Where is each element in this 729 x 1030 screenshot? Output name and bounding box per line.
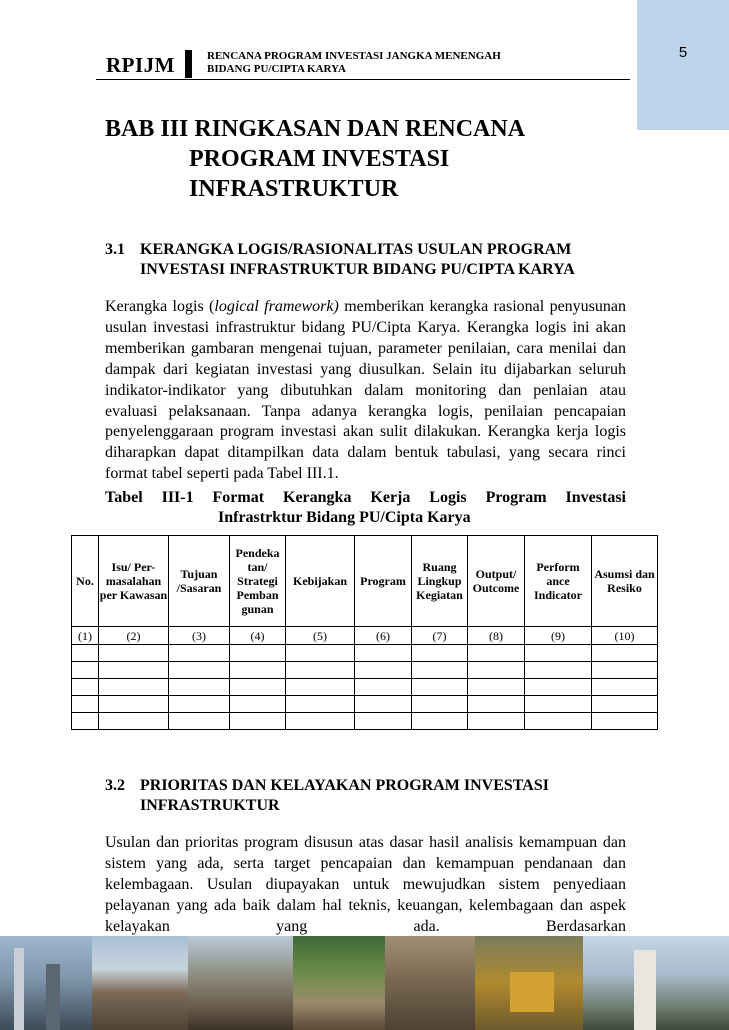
waste-site-photo xyxy=(385,936,475,1030)
header-cell-assumption: Asumsi dan Resiko xyxy=(592,536,658,627)
table-empty-cell xyxy=(468,713,525,730)
minaret-shape xyxy=(634,950,656,1030)
index-cell: (5) xyxy=(286,627,355,645)
table-empty-cell xyxy=(99,662,169,679)
header-rule xyxy=(96,79,630,80)
table-empty-cell xyxy=(99,645,169,662)
table-empty-cell xyxy=(468,645,525,662)
tower-building-shape xyxy=(46,964,60,1030)
table-empty-cell xyxy=(355,662,412,679)
table-empty-cell xyxy=(230,713,286,730)
section-3-2-paragraph: Usulan dan prioritas program disusun atas dasar hasil analisis kemampuan dan sistem yang ada, serta target pencapaian dan kemampuan pendanaan dan kelembagaan. Usulan diupayakan untuk mewujudkan sistem penyediaan pelayanan yang ada baik dalam hal teknis, keuangan, kelembagaan dan aspek kelayakan yang ada. Berdasarkan xyxy=(105,834,626,935)
table-empty-cell xyxy=(99,696,169,713)
logframe-table xyxy=(71,535,658,730)
table-empty-rows xyxy=(72,645,658,730)
table-empty-cell xyxy=(230,679,286,696)
table-empty-cell xyxy=(286,696,355,713)
page-number: 5 xyxy=(678,44,688,61)
header-cell-indicator: Perform ance Indicator xyxy=(525,536,592,627)
table-empty-cell xyxy=(355,645,412,662)
index-cell: (1) xyxy=(72,627,99,645)
header-cell-no: No. xyxy=(72,536,99,627)
footer-photo-strip xyxy=(0,936,729,1030)
header-divider-bar xyxy=(185,50,192,78)
header-cell-program: Program xyxy=(355,536,412,627)
table-empty-cell xyxy=(99,679,169,696)
table-empty-cell xyxy=(72,662,99,679)
table-empty-cell xyxy=(412,696,468,713)
mosque-tower-photo xyxy=(583,936,729,1030)
tower-building-shape xyxy=(14,948,24,1030)
table-empty-cell xyxy=(525,645,592,662)
housing-rooftops-photo xyxy=(92,936,188,1030)
table-caption xyxy=(105,488,626,528)
table-empty-cell xyxy=(412,713,468,730)
table-empty-cell xyxy=(230,662,286,679)
table-empty-cell xyxy=(525,713,592,730)
chapter-title-line2: PROGRAM INVESTASI xyxy=(189,146,450,172)
table-empty-cell xyxy=(525,679,592,696)
chapter-title-line3: INFRASTRUKTUR xyxy=(189,176,399,202)
header-subtitle-line1: RENCANA PROGRAM INVESTASI JANGKA MENENGAH xyxy=(207,50,501,62)
table-empty-cell xyxy=(592,679,658,696)
paragraph-text-rest: memberikan kerangka rasional penyusunan usulan investasi infrastruktur bidang PU/Cipta Karya. Kerangka logis ini akan memberikan gambaran mengenai tujuan, parameter penilaian, cara menilai dan dampak dari kegiatan investasi yang diusulkan. Selain itu dijabarkan seluruh indikator-indikator yang dibutuhkan dalam monitoring dan penlaian atau evaluasi pelaksanaan. Tanpa adanya kerangka logis, penilaian pencapaian penyelenggaraan program investasi akan sulit dilakukan. Kerangka kerja logis diharapkan dapat ditampilkan data dalam bentuk tabulasi, yang secara rinci format tabel seperti pada Tabel III.1. xyxy=(105,298,626,483)
paragraph-text-start: Kerangka logis ( xyxy=(105,298,215,315)
table-empty-cell xyxy=(169,645,230,662)
section-3-1-paragraph xyxy=(105,297,626,485)
section-title-line2: INVESTASI INFRASTRUKTUR BIDANG PU/CIPTA KARYA xyxy=(140,261,575,278)
paragraph-italic-term: logical framework) xyxy=(214,298,339,315)
village-street-photo xyxy=(188,936,293,1030)
index-cell: (7) xyxy=(412,627,468,645)
table-empty-cell xyxy=(286,679,355,696)
section-heading-3-1 xyxy=(105,240,635,280)
header-cell-policy: Kebijakan xyxy=(286,536,355,627)
table-empty-cell xyxy=(592,713,658,730)
table-empty-cell xyxy=(412,662,468,679)
section-title-line1: PRIORITAS DAN KELAYAKAN PROGRAM INVESTASI xyxy=(140,777,549,794)
header-cell-objective: Tujuan /Sasaran xyxy=(169,536,230,627)
header-brand: RPIJM xyxy=(106,53,175,77)
page-number-tab xyxy=(637,0,729,130)
table-empty-cell xyxy=(468,696,525,713)
table-empty-row xyxy=(72,645,658,662)
table-empty-cell xyxy=(525,696,592,713)
table-empty-cell xyxy=(72,645,99,662)
chapter-title xyxy=(105,114,625,204)
index-cell: (10) xyxy=(592,627,658,645)
section-heading-3-2 xyxy=(105,776,635,816)
chapter-title-line1: BAB III RINGKASAN DAN RENCANA xyxy=(105,116,526,142)
header-cell-scope: Ruang Lingkup Kegiatan xyxy=(412,536,468,627)
table-empty-cell xyxy=(468,679,525,696)
table-empty-cell xyxy=(169,679,230,696)
table-empty-cell xyxy=(592,662,658,679)
header-subtitle-line2: BIDANG PU/CIPTA KARYA xyxy=(207,63,346,75)
table-index-row xyxy=(72,627,658,645)
table-empty-row xyxy=(72,713,658,730)
table-empty-cell xyxy=(412,679,468,696)
table-empty-cell xyxy=(355,713,412,730)
table-empty-cell xyxy=(72,713,99,730)
index-cell: (6) xyxy=(355,627,412,645)
table-empty-cell xyxy=(355,679,412,696)
table-caption-line2: Infrastrktur Bidang PU/Cipta Karya xyxy=(218,509,471,526)
table-empty-cell xyxy=(286,662,355,679)
header-cell-strategy: Pendeka tan/ Strategi Pemban gunan xyxy=(230,536,286,627)
table-empty-cell xyxy=(286,713,355,730)
yellow-truck-shape xyxy=(510,972,554,1012)
header-cell-output: Output/ Outcome xyxy=(468,536,525,627)
section-number: 3.1 xyxy=(105,241,125,258)
table-empty-cell xyxy=(99,713,169,730)
table-empty-cell xyxy=(592,645,658,662)
index-cell: (3) xyxy=(169,627,230,645)
index-cell: (9) xyxy=(525,627,592,645)
header-cell-issue: Isu/ Per-masalahan per Kawasan xyxy=(99,536,169,627)
section-number: 3.2 xyxy=(105,777,125,794)
section-title-line2: INFRASTRUKTUR xyxy=(140,797,280,814)
table-empty-cell xyxy=(72,679,99,696)
table-caption-line1: Tabel III-1 Format Kerangka Kerja Logis Program Investasi xyxy=(105,489,626,506)
table-empty-cell xyxy=(355,696,412,713)
table-header-row xyxy=(72,536,658,627)
tropical-road-photo xyxy=(293,936,385,1030)
table-empty-cell xyxy=(592,696,658,713)
table-empty-cell xyxy=(525,662,592,679)
table-empty-cell xyxy=(230,696,286,713)
table-empty-cell xyxy=(169,662,230,679)
table-empty-cell xyxy=(72,696,99,713)
index-cell: (2) xyxy=(99,627,169,645)
table-empty-cell xyxy=(412,645,468,662)
table-empty-row xyxy=(72,662,658,679)
table-empty-cell xyxy=(169,713,230,730)
table-empty-cell xyxy=(169,696,230,713)
header-subtitle xyxy=(207,50,501,76)
table-empty-cell xyxy=(286,645,355,662)
table-empty-row xyxy=(72,696,658,713)
section-title-line1: KERANGKA LOGIS/RASIONALITAS USULAN PROGRAM xyxy=(140,241,572,258)
table-empty-row xyxy=(72,679,658,696)
table-empty-cell xyxy=(468,662,525,679)
index-cell: (8) xyxy=(468,627,525,645)
index-cell: (4) xyxy=(230,627,286,645)
table-empty-cell xyxy=(230,645,286,662)
